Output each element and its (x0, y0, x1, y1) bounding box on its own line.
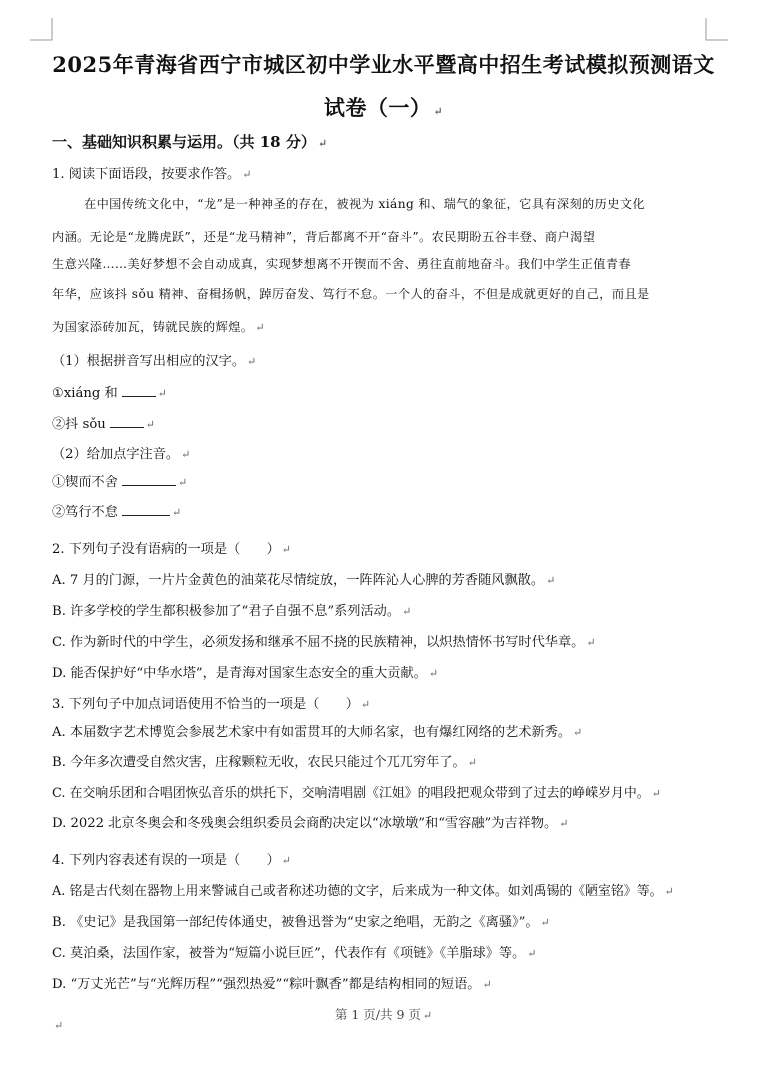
q3-option-b (52, 751, 719, 770)
q3-stem-text: 3. 下列句子中加点词语使用不恰当的一项是（ ） (52, 697, 359, 712)
q3-option-c (52, 782, 719, 801)
q1-passage-line: 生意兴隆……美好梦想不会自动成真，实现梦想离不开锲而不舍、勇往直前地奋斗。我们中学生正值青春 (52, 257, 632, 271)
q1-sub1-a-text: ①xiáng 和 (52, 386, 118, 401)
paragraph-mark: ↵ (360, 698, 371, 711)
q2-option-b-text: B. 许多学校的学生都积极参加了“君子自强不息”系列活动。 (52, 604, 401, 619)
q4-option-d-text: D. “万丈光芒”与“光辉历程”“强烈热爱”“粽叶飘香”都是结构相同的短语。 (52, 977, 481, 992)
crop-mark-top-left (30, 18, 54, 42)
q4-option-b (52, 911, 719, 930)
q1-passage-line (52, 318, 719, 335)
paragraph-mark: ↵ (145, 418, 155, 431)
answer-blank[interactable] (122, 473, 176, 486)
paragraph-mark: ↵ (586, 636, 596, 649)
q2-option-d (52, 662, 719, 681)
q3-option-c-text: C. 在交响乐团和合唱团恢弘音乐的烘托下，交响清唱剧《江姐》的唱段把观众带到了过去的峥嵘岁月中。 (52, 786, 650, 801)
q1-passage-line: 在中国传统文化中，“龙”是一种神圣的存在，被视为 xiáng 和、瑞气的象征，它具有深刻的历史文化 (84, 197, 645, 211)
paragraph-mark: ↵ (433, 105, 444, 118)
q1-sub2-a-text: ①锲而不舍 (52, 475, 118, 490)
q3-option-d (52, 812, 719, 831)
q1-sub1-a (52, 382, 719, 401)
paragraph-mark: ↵ (402, 605, 412, 618)
document-title-line2-text: 试卷（一） (323, 95, 432, 120)
q3-option-a-text: A. 本届数字艺术博览会参展艺术家中有如雷贯耳的大师名家，也有爆红网络的艺术新秀。 (52, 725, 572, 740)
q3-option-b-text: B. 今年多次遭受自然灾害，庄稼颗粒无收，农民只能过个兀兀穷年了。 (52, 755, 466, 770)
q4-stem-text: 4. 下列内容表述有误的一项是（ ） (52, 853, 280, 868)
q2-stem (52, 538, 719, 557)
q1-sub2-a (52, 471, 719, 490)
q2-option-a-text: A. 7 月的门源，一片片金黄色的油菜花尽情绽放，一阵阵沁人心脾的芳香随风飘散。 (52, 573, 545, 588)
q1-sub2-b-text: ②笃行不怠 (52, 505, 118, 520)
q4-option-c-text: C. 莫泊桑，法国作家，被誉为“短篇小说巨匠”，代表作有《项链》《羊脂球》等。 (52, 946, 526, 961)
answer-blank[interactable] (122, 384, 156, 397)
paragraph-mark: ↵ (247, 355, 257, 368)
paragraph-mark: ↵ (527, 947, 537, 960)
q4-option-a (52, 880, 719, 899)
q2-option-c-text: C. 作为新时代的中学生，必须发扬和继承不屈不挠的民族精神，以炽热情怀书写时代华章。 (52, 635, 585, 650)
q1-stem-text: 1. 阅读下面语段，按要求作答。 (52, 167, 241, 182)
q4-option-b-text: B. 《史记》是我国第一部纪传体通史，被鲁迅誉为“史家之绝唱，无韵之《离骚》”。 (52, 915, 539, 930)
paragraph-mark: ↵ (157, 387, 167, 400)
answer-blank[interactable] (122, 503, 170, 516)
paragraph-mark: ↵ (482, 978, 492, 991)
q4-stem (52, 849, 719, 868)
q4-option-c (52, 942, 719, 961)
paragraph-mark: ↵ (171, 506, 182, 519)
q1-sub2-b (52, 501, 719, 520)
paragraph-mark: ↵ (54, 1019, 64, 1032)
q3-option-a (52, 721, 719, 740)
q2-option-d-text: D. 能否保护好“中华水塔”，是青海对国家生态安全的重大贡献。 (52, 666, 427, 681)
paragraph-mark: ↵ (255, 321, 266, 334)
paragraph-mark: ↵ (559, 817, 569, 830)
q3-option-d-text: D. 2022 北京冬奥会和冬残奥会组织委员会商酌决定以“冰墩墩”和“雪容融”为吉祥物。 (52, 816, 558, 831)
paragraph-mark: ↵ (317, 137, 328, 150)
paragraph-mark: ↵ (281, 543, 291, 556)
paragraph-mark: ↵ (428, 667, 439, 680)
crop-mark-top-right (704, 18, 728, 42)
q1-sub1 (52, 350, 719, 369)
paragraph-mark: ↵ (467, 756, 477, 769)
q2-option-c (52, 631, 719, 650)
document-title-line2 (0, 92, 767, 122)
q2-option-b (52, 600, 719, 619)
paragraph-mark: ↵ (573, 726, 583, 739)
q1-passage-end: 为国家添砖加瓦，铸就民族的辉煌。 (52, 320, 254, 334)
paragraph-mark: ↵ (540, 916, 550, 929)
answer-blank[interactable] (110, 415, 144, 428)
q1-sub2 (52, 443, 719, 462)
q1-sub1-text: （1）根据拼音写出相应的汉字。 (52, 354, 246, 369)
trailing-paragraph-mark (52, 1018, 719, 1033)
q4-option-d (52, 973, 719, 992)
q1-sub1-b (52, 413, 719, 432)
paragraph-mark: ↵ (181, 448, 191, 461)
q1-stem (52, 163, 719, 182)
paragraph-mark: ↵ (177, 476, 188, 489)
q1-passage-line: 内涵。无论是“龙腾虎跃”，还是“龙马精神”，背后都离不开“奋斗”。农民期盼五谷丰登、商户渴望 (52, 230, 596, 244)
page-number: 第 1 页/共 9 页 (334, 1007, 421, 1022)
q3-stem (52, 693, 719, 712)
document-title-line1: 2025年青海省西宁市城区初中学业水平暨高中招生考试模拟预测语文 (52, 52, 715, 77)
paragraph-mark: ↵ (422, 1009, 433, 1022)
q1-sub2-text: （2）给加点字注音。 (52, 447, 180, 462)
q4-option-a-text: A. 铭是古代刻在器物上用来警诫自己或者称述功德的文字，后来成为一种文体。如刘禹锡的《陋室铭》等。 (52, 884, 663, 899)
q1-passage-line: 年华，应该抖 sǒu 精神、奋楫扬帆，踔厉奋发、笃行不怠。一个人的奋斗，不但是成就更好的自己，而且是 (52, 287, 650, 301)
paragraph-mark: ↵ (242, 168, 252, 181)
q2-stem-text: 2. 下列句子没有语病的一项是（ ） (52, 542, 280, 557)
paragraph-mark: ↵ (664, 885, 674, 898)
paragraph-mark: ↵ (281, 854, 291, 867)
paragraph-mark: ↵ (546, 574, 556, 587)
paragraph-mark: ↵ (651, 787, 661, 800)
q2-option-a (52, 569, 719, 588)
q1-sub1-b-text: ②抖 sǒu (52, 417, 106, 432)
section-heading-text: 一、基础知识积累与运用。（共 18 分） (52, 133, 316, 151)
section-heading (52, 131, 719, 152)
